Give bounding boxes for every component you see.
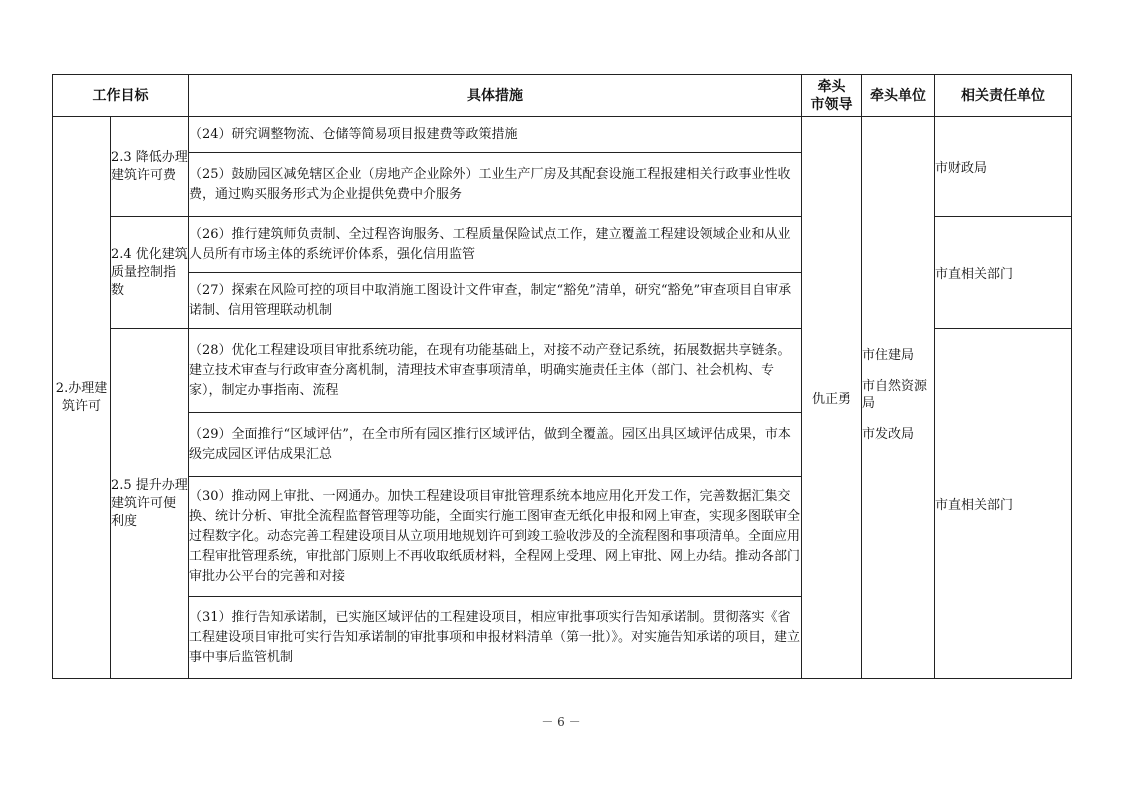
- goal-cell: 2.办理建筑许可: [53, 117, 111, 679]
- lead-unit: 市住建局: [862, 347, 915, 363]
- lead-unit: 市自然资源局: [862, 378, 928, 411]
- measure-cell: （27）探索在风险可控的项目中取消施工图设计文件审查，制定“豁免”清单，研究“豁免”审查项目自审承诺制、信用管理联动机制: [189, 273, 802, 329]
- table-row: [53, 117, 1072, 153]
- header-goal: 工作目标: [53, 75, 189, 117]
- header-lead-unit: 牵头单位: [862, 75, 935, 117]
- header-measure: 具体措施: [189, 75, 802, 117]
- subgoal-cell: 2.3 降低办理建筑许可费: [111, 117, 189, 217]
- header-row: [53, 75, 1072, 117]
- leader-cell: 仇正勇: [802, 117, 862, 679]
- measure-cell: （26）推行建筑师负责制、全过程咨询服务、工程质量保险试点工作，建立覆盖工程建设领域企业和从业人员所有市场主体的系统评价体系，强化信用监管: [189, 217, 802, 273]
- page-number: － 6 －: [541, 715, 581, 729]
- measure-cell: （28）优化工程建设项目审批系统功能，在现有功能基础上，对接不动产登记系统，拓展数据共享链条。建立技术审查与行政审查分离机制，清理技术审查事项清单，明确实施责任主体（部门、社会机构、专家），制定办事指南、流程: [189, 329, 802, 413]
- measure-cell: （30）推动网上审批、一网通办。加快工程建设项目审批管理系统本地应用化开发工作，完善数据汇集交换、统计分析、审批全流程监督管理等功能，全面实行施工图审查无纸化申报和网上审查，实现多图联审全过程数字化。动态完善工程建设项目从立项用地规划许可到竣工验收涉及的全流程图和事项清单。全面应用工程审批管理系统，审批部门原则上不再收取纸质材料，全程网上受理、网上审批、网上办结。推动各部门审批办公平台的完善和对接: [189, 477, 802, 597]
- header-leader: 牵头 市领导: [802, 75, 862, 117]
- resp-unit-cell: 市财政局: [935, 117, 1072, 217]
- measures-table: [52, 74, 1072, 679]
- measure-cell: （24）研究调整物流、仓储等简易项目报建费等政策措施: [189, 117, 802, 153]
- lead-unit-cell: [862, 117, 935, 679]
- subgoal-cell: 2.4 优化建筑质量控制指数: [111, 217, 189, 329]
- subgoal-cell: 2.5 提升办理建筑许可便利度: [111, 329, 189, 679]
- measure-cell: （31）推行告知承诺制，已实施区域评估的工程建设项目，相应审批事项实行告知承诺制。贯彻落实《省工程建设项目审批可实行告知承诺制的审批事项和申报材料清单（第一批）》。对实施告知承诺的项目，建立事中事后监管机制: [189, 597, 802, 679]
- resp-unit-cell: 市直相关部门: [935, 329, 1072, 679]
- resp-unit-cell: 市直相关部门: [935, 217, 1072, 329]
- header-resp-unit: 相关责任单位: [935, 75, 1072, 117]
- measure-cell: （25）鼓励园区减免辖区企业（房地产企业除外）工业生产厂房及其配套设施工程报建相关行政事业性收费，通过购买服务形式为企业提供免费中介服务: [189, 153, 802, 217]
- measure-cell: （29）全面推行“区域评估”，在全市所有园区推行区域评估，做到全覆盖。园区出具区域评估成果，市本级完成园区评估成果汇总: [189, 413, 802, 477]
- measures-table-sheet: [52, 74, 1071, 679]
- lead-unit: 市发改局: [862, 426, 915, 442]
